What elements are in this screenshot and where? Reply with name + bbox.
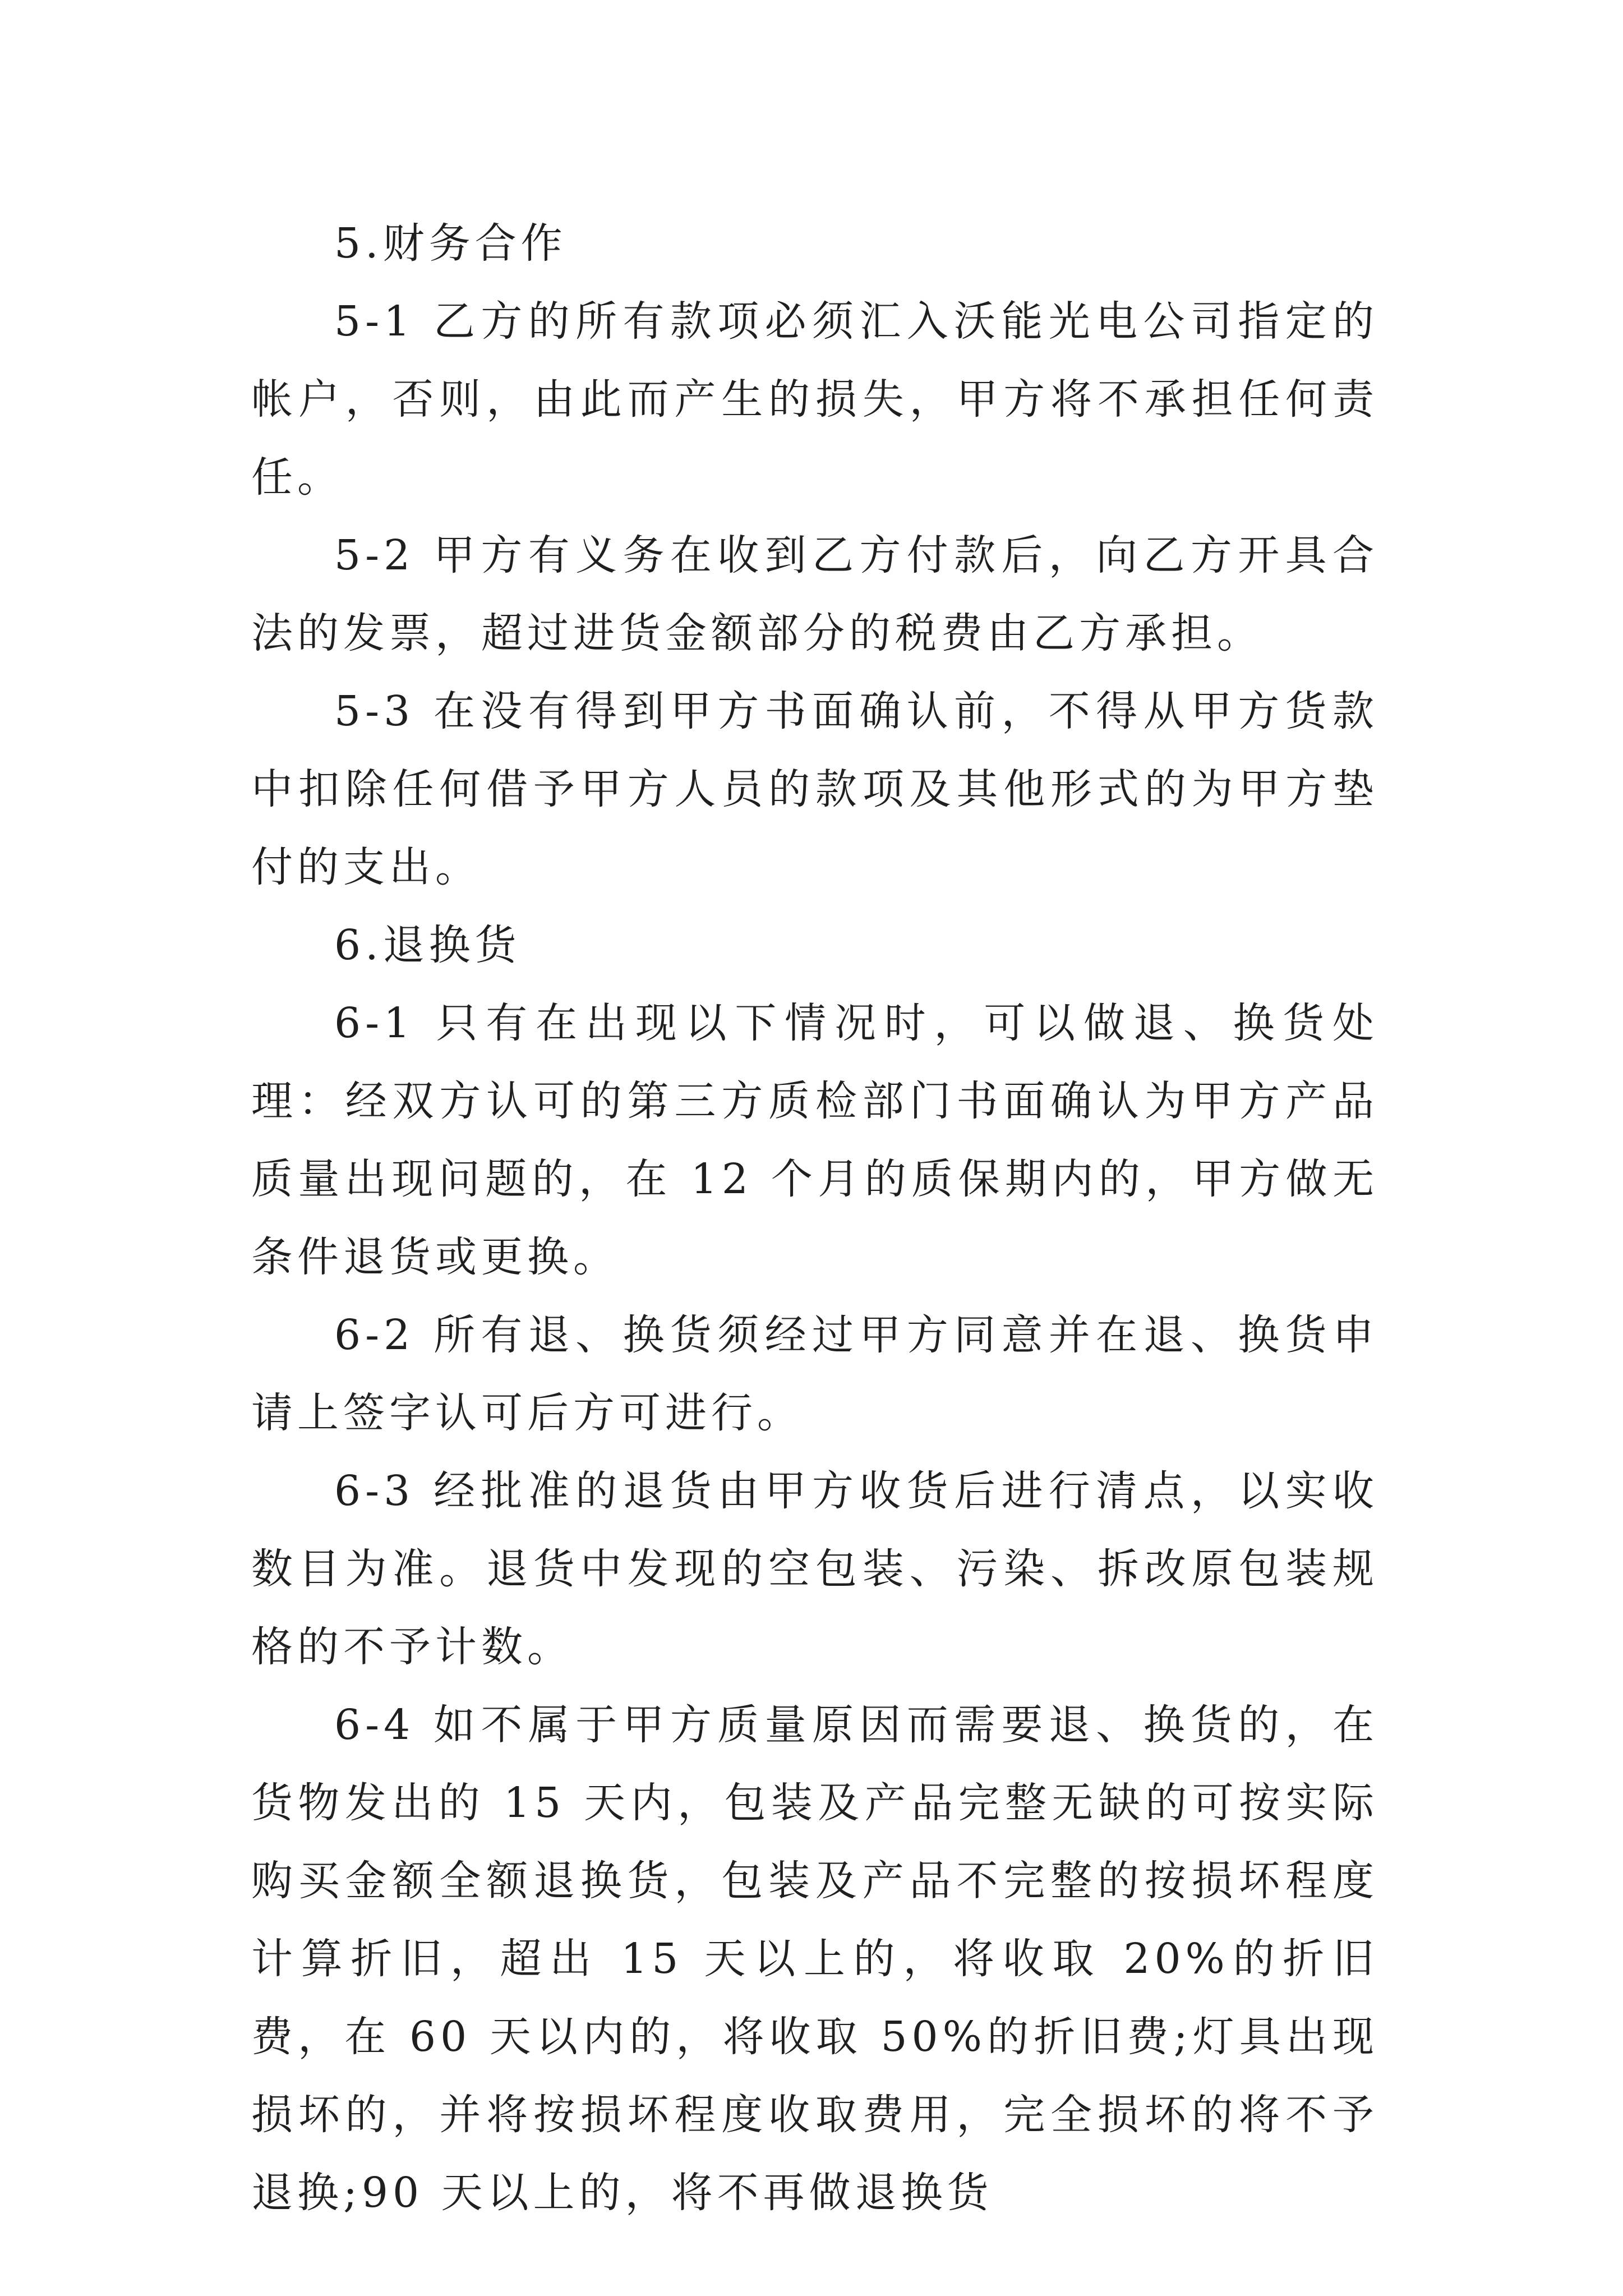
clause-5-1: 5-1 乙方的所有款项必须汇入沃能光电公司指定的帐户，否则，由此而产生的损失，甲方将不承担任何责任。 bbox=[251, 297, 1378, 501]
section-heading-finance: 5.财务合作 bbox=[334, 219, 567, 268]
clause-6-3: 6-3 经批准的退货由甲方收货后进行清点，以实收数目为准。退货中发现的空包装、污染、拆改原包装规格的不予计数。 bbox=[251, 1467, 1378, 1671]
clause-5-2: 5-2 甲方有义务在收到乙方付款后，向乙方开具合法的发票，超过进货金额部分的税费由乙方承担。 bbox=[251, 531, 1378, 657]
clause-5-3: 5-3 在没有得到甲方书面确认前，不得从甲方货款中扣除任何借予甲方人员的款项及其他形式的为甲方垫付的支出。 bbox=[251, 687, 1378, 891]
clause-6-2: 6-2 所有退、换货须经过甲方同意并在退、换货申请上签字认可后方可进行。 bbox=[251, 1311, 1378, 1437]
clause-6-4: 6-4 如不属于甲方质量原因而需要退、换货的，在货物发出的 15 天内，包装及产品完整无缺的可按实际购买金额全额退换货，包装及产品不完整的按损坏程度计算折旧，超出 15 天以上的，将收取 20%的折旧费，在 60 天以内的，将收取 50%的折旧费;灯具出现损坏的，并将按损坏程度收取费用，完全损坏的将不予退换;90 天以上的，将不再做退换货 bbox=[251, 1701, 1378, 2217]
document-body bbox=[251, 205, 1378, 2232]
clause-6-1: 6-1 只有在出现以下情况时，可以做退、换货处理：经双方认可的第三方质检部门书面确认为甲方产品质量出现问题的，在 12 个月的质保期内的，甲方做无条件退货或更换。 bbox=[251, 999, 1378, 1281]
section-heading-returns: 6.退换货 bbox=[334, 921, 521, 969]
